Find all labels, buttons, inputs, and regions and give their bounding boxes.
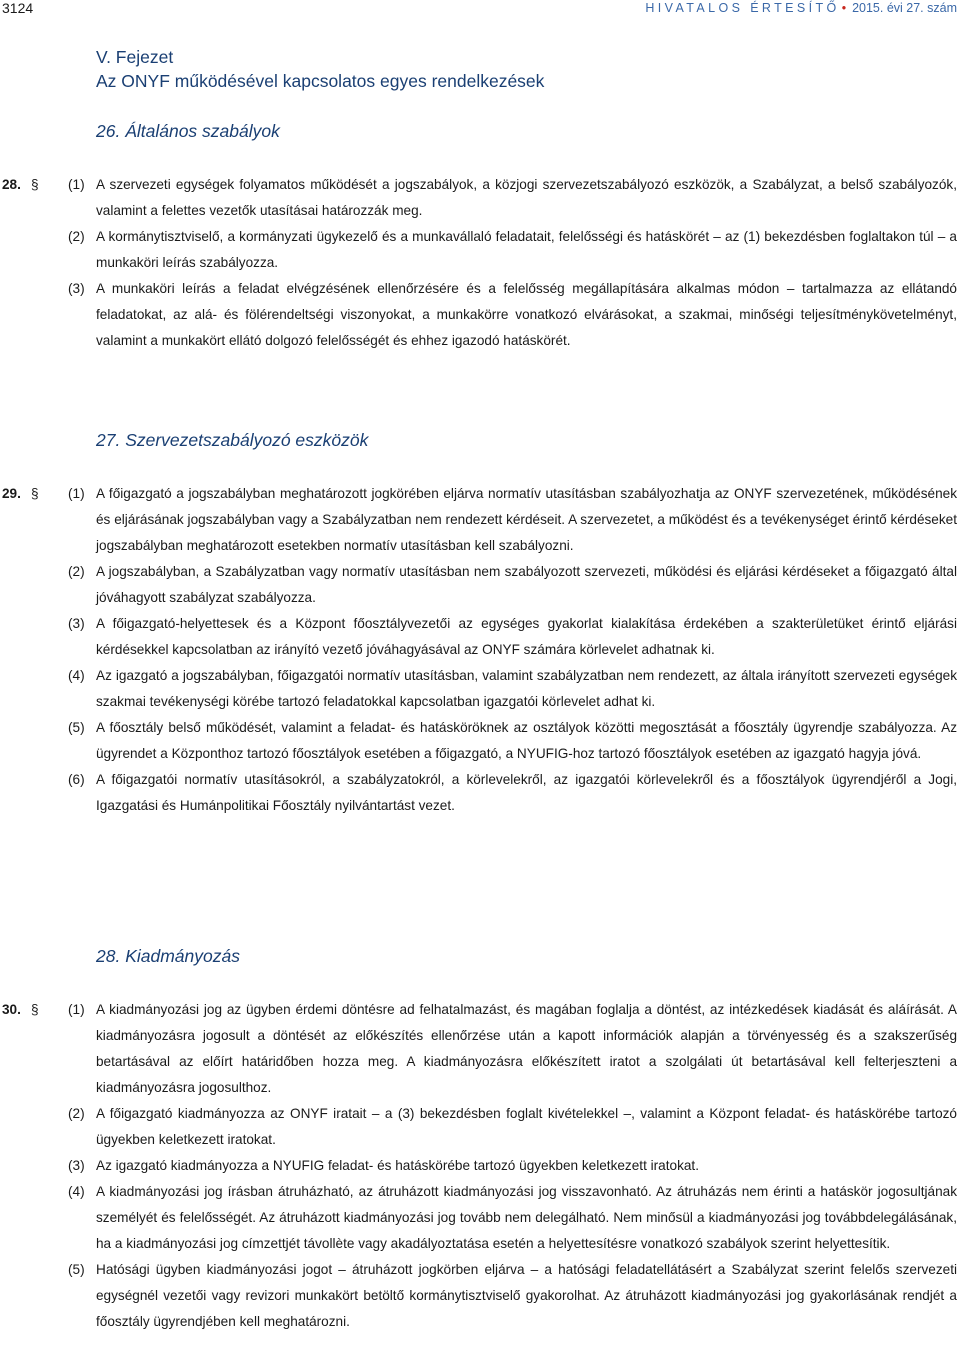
paragraph-label: (2) — [68, 229, 85, 244]
paragraph-text: A munkaköri leírás a feladat elvégzésének ellenőrzésére és a felelősség megállapítására alkalmas módon – tartalmazza az ellátandó feladatokat, az alá- és fölérendeltségi viszonyokat, a munkakörre vonatkozó elvárásokat, a szakmai, minőségi teljesítménykövetelményt, valamint a munkakört ellátó dolgozó felelősségét és ehhez igazodó hatáskörét. — [96, 281, 957, 348]
paragraph-text: A kormánytisztviselő, a kormányzati ügykezelő és a munkavállaló feladatait, felelősségi és hatáskörét – az (1) bekezdésben foglaltakon túl – a munkaköri leírás szabályozza. — [96, 229, 957, 270]
paragraph-text: A főosztály belső működését, valamint a feladat- és hatásköröknek az osztályok közötti megosztását a főosztály ügyrendje szabályozza. Az ügyrendet a Központhoz tartozó főosztályok esetében a főigazgató, a NYUFIG-hoz tartozó főosztályok esetében az igazgató hagyja jóvá. — [96, 720, 957, 761]
paragraph — [0, 172, 960, 224]
paragraph-label: (2) — [68, 564, 85, 579]
paragraph-label: (1) — [68, 177, 85, 192]
page-number: 3124 — [2, 0, 34, 16]
paragraph — [0, 663, 960, 715]
paragraph-text: A kiadmányozási jog írásban átruházható, az átruházott kiadmányozási jog visszavonható. Az átruházás nem érinti a hatáskör jogosultjának személyét és felelősségét. Az átruházott kiadmányozási jog tovább nem delegálható. Nem minősül a kiadmányozási jog továbbdelegálásának, ha a kiadmányozási jog címzettjét távollète vagy akadályoztatása esetén a helyettesítésre vonatkozó szabályok szerint helyettesítik. — [96, 1184, 957, 1251]
section-symbol: § — [31, 486, 39, 501]
paragraph-text: Az igazgató kiadmányozza a NYUFIG feladat- és hatáskörébe tartozó ügyekben keletkezett iratokat. — [96, 1158, 699, 1173]
subsection-heading: 26. Általános szabályok — [96, 121, 280, 141]
paragraph-text: Hatósági ügyben kiadmányozási jogot – átruházott jogkörben eljárva – a hatósági feladatellátásért a Szabályzat szerint felelős szervezeti egységnél vezetői vagy revizori munkakört betöltő kormánytisztviselő gyakorolhat. Az átruházott kiadmányozási jog gyakorlásának rendjét a főosztály ügyrendjében kell meghatározni. — [96, 1262, 957, 1329]
section-number: 30. — [2, 1002, 21, 1017]
paragraph-label: (2) — [68, 1106, 85, 1121]
issue-label: 2015. évi 27. szám — [852, 1, 957, 15]
subsection-heading: 28. Kiadmányozás — [96, 946, 240, 966]
chapter-title: Az ONYF működésével kapcsolatos egyes rendelkezések — [96, 71, 545, 91]
section-number: 29. — [2, 486, 21, 501]
paragraph — [0, 1179, 960, 1257]
paragraph-text: A főigazgatói normatív utasításokról, a szabályzatokról, a körlevelekről, az igazgatói körlevelekről és a főosztályok ügyrendjéről a Jogi, Igazgatási és Humánpolitikai Főosztály nyilvántartást vezet. — [96, 772, 957, 813]
paragraph — [0, 276, 960, 354]
paragraph-text: A főigazgató a jogszabályban meghatározott jogkörében eljárva normatív utasításban szabályozhatja az ONYF szervezetének, működésének és eljárásának jogszabályban vagy a Szabályzatban nem rendezett kérdéseit. A szervezetet, a működést és a tevékenységet érintő kérdéseket jogszabályban meghatározott esetekben normatív utasításban kell szabályozni. — [96, 486, 957, 553]
journal-issue-line — [645, 1, 957, 15]
paragraph-label: (1) — [68, 486, 85, 501]
section-28 — [0, 172, 960, 354]
paragraph-text: A főigazgató kiadmányozza az ONYF iratait – a (3) bekezdésben foglalt kivételekkel –, valamint a Központ feladat- és hatáskörébe tartozó ügyekben keletkezett iratokat. — [96, 1106, 957, 1147]
separator-bullet: • — [841, 1, 847, 15]
subsection-heading: 27. Szervezetszabályozó eszközök — [96, 430, 369, 450]
paragraph — [0, 224, 960, 276]
paragraph-label: (5) — [68, 1262, 85, 1277]
paragraph-label: (4) — [68, 1184, 85, 1199]
section-symbol: § — [31, 1002, 39, 1017]
section-30 — [0, 997, 960, 1335]
section-number: 28. — [2, 177, 21, 192]
paragraph-label: (5) — [68, 720, 85, 735]
section-29 — [0, 481, 960, 819]
paragraph — [0, 1257, 960, 1335]
paragraph-label: (3) — [68, 281, 85, 296]
paragraph-label: (3) — [68, 1158, 85, 1173]
paragraph-label: (6) — [68, 772, 85, 787]
page-header — [0, 0, 960, 20]
paragraph — [0, 611, 960, 663]
paragraph — [0, 767, 960, 819]
chapter-label: V. Fejezet — [96, 47, 174, 67]
paragraph — [0, 997, 960, 1101]
paragraph — [0, 1101, 960, 1153]
paragraph-text: Az igazgató a jogszabályban, főigazgatói normatív utasításban, valamint szabályzatban nem rendezett, az általa irányított szervezeti egységek szakmai tevékenységi körébe tartozó feladatokkal kapcsolatban igazgatói körlevelet adhat ki. — [96, 668, 957, 709]
paragraph-label: (3) — [68, 616, 85, 631]
paragraph-text: A jogszabályban, a Szabályzatban vagy normatív utasításban nem szabályozott szervezeti, működési és eljárási kérdéseket a főigazgató által jóváhagyott szabályzat szabályozza. — [96, 564, 957, 605]
paragraph-text: A főigazgató-helyettesek és a Központ főosztályvezetői az egységes gyakorlat kialakítása érdekében a szakterületüket érintő eljárási kérdésekkel kapcsolatban az irányító vezető jóváhagyásával az ONYF számára körlevelet adhatnak ki. — [96, 616, 957, 657]
journal-title: HIVATALOS ÉRTESÍTŐ — [645, 1, 840, 15]
paragraph-text: A kiadmányozási jog az ügyben érdemi döntésre ad felhatalmazást, és magában foglalja a döntést, az intézkedések kiadását és aláírását. A kiadmányozásra jogosult a döntését az előkészítés ellenőrzése után a kapott információk alapján a törvényesség és a szakszerűség betartásával az előírt határidőben hozza meg. A kiadmányozásra előkészített iratot a szolgálati út betartásával kell felterjeszteni a kiadmányozásra jogosulthoz. — [96, 1002, 957, 1095]
paragraph — [0, 715, 960, 767]
paragraph-label: (4) — [68, 668, 85, 683]
paragraph — [0, 1153, 960, 1179]
section-symbol: § — [31, 177, 39, 192]
paragraph — [0, 559, 960, 611]
paragraph-text: A szervezeti egységek folyamatos működését a jogszabályok, a közjogi szervezetszabályozó eszközök, a Szabályzat, a belső szabályozók, valamint a felettes vezetők utasításai határozzák meg. — [96, 177, 957, 218]
paragraph — [0, 481, 960, 559]
paragraph-label: (1) — [68, 1002, 85, 1017]
